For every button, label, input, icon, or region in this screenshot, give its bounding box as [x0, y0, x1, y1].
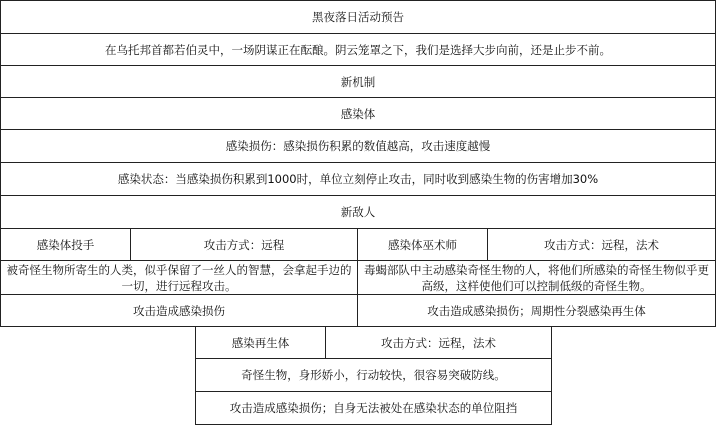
intro-text: 在乌托邦首都若伯灵中，一场阴谋正在酝酿。阴云笼罩之下，我们是选择大步向前，还是止步不前。 [0, 33, 716, 66]
enemy-description: 毒蝎部队中主动感染奇怪生物的人，将他们所感染的奇怪生物似乎更高级，这样使他们可以控制低级的奇怪生物。 [357, 260, 716, 295]
enemy-name: 感染体巫术师 [357, 228, 488, 261]
enemy-attack-type: 攻击方式：远程，法术 [325, 326, 552, 359]
mechanics-subheader: 感染体 [0, 97, 716, 130]
enemies-header: 新敌人 [0, 195, 716, 229]
enemy-effect: 攻击造成感染损伤；自身无法被处在感染状态的单位阻挡 [195, 391, 552, 425]
enemy-attack-type: 攻击方式：远程 [130, 228, 358, 261]
enemy-name: 感染体投手 [0, 228, 131, 261]
enemy-effect: 攻击造成感染损伤 [0, 294, 358, 327]
enemy-description: 奇怪生物，身形娇小，行动较快，很容易突破防线。 [195, 358, 552, 392]
page-title: 黑夜落日活动预告 [0, 0, 716, 34]
mechanics-header: 新机制 [0, 65, 716, 98]
enemy-effect: 攻击造成感染损伤；周期性分裂感染再生体 [357, 294, 716, 327]
enemy-description: 被奇怪生物所寄生的人类，似乎保留了一丝人的智慧，会拿起手边的一切，进行远程攻击。 [0, 260, 358, 295]
enemy-attack-type: 攻击方式：远程，法术 [487, 228, 716, 261]
mechanic-rule-infection-damage: 感染损伤：感染损伤积累的数值越高，攻击速度越慢 [0, 129, 716, 163]
enemy-name: 感染再生体 [195, 326, 326, 359]
mechanic-rule-infection-status: 感染状态：当感染损伤积累到1000时，单位立刻停止攻击，同时收到感染生物的伤害增加30% [0, 162, 716, 196]
